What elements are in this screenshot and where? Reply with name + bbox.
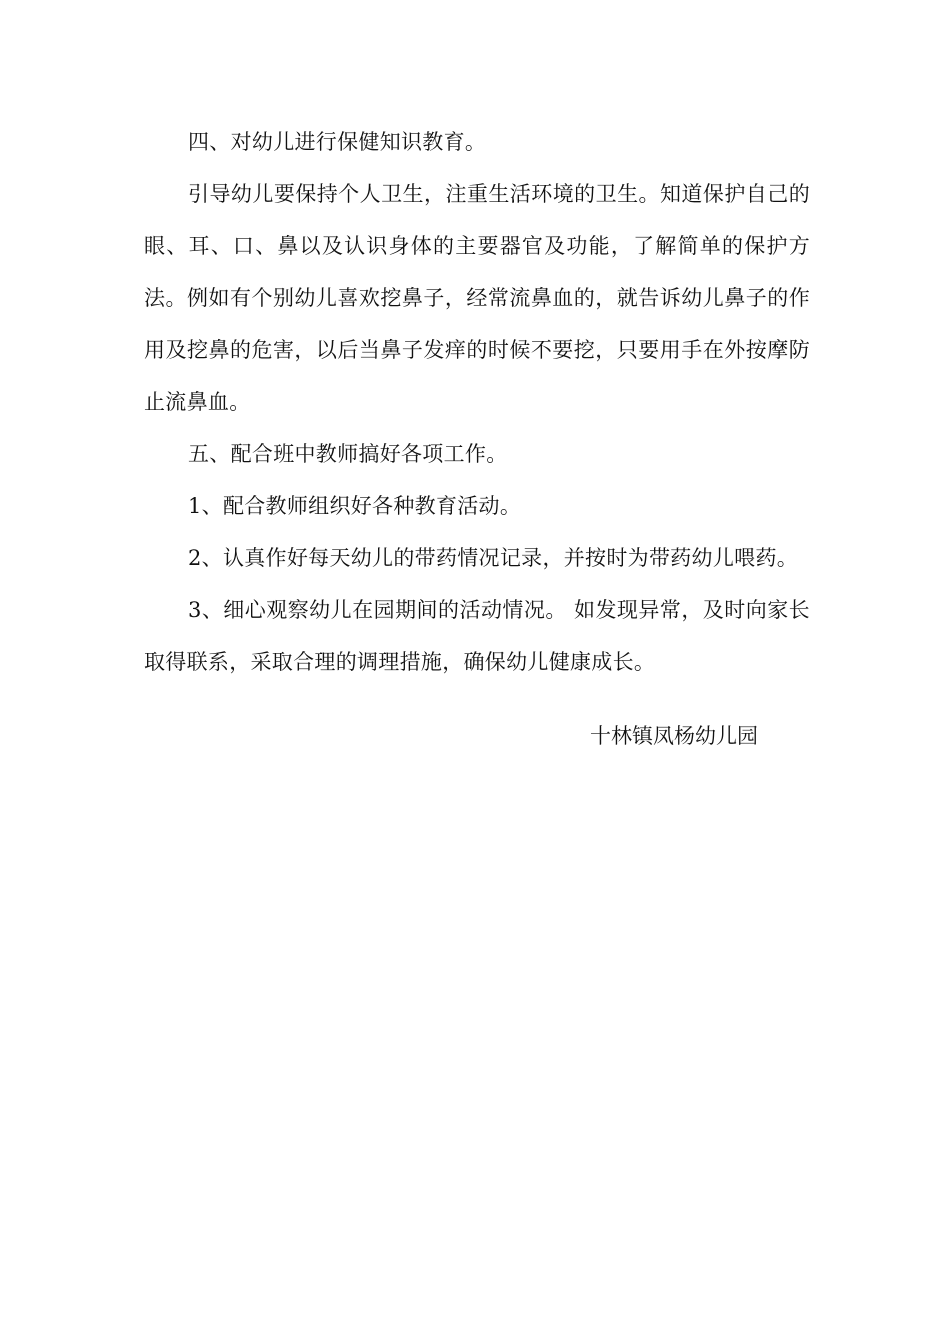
list-item-1: 1、配合教师组织好各种教育活动。 (188, 494, 522, 518)
list-item-3: 3、细心观察幼儿在园期间的活动情况。 如发现异常，及时向家长取得联系，采取合理的调理措施，确保幼儿健康成长。 (144, 598, 810, 674)
signature-kindergarten-name: 十林镇凤杨幼儿园 (590, 724, 758, 748)
section-heading-five: 五、配合班中教师搞好各项工作。 (188, 442, 508, 466)
document-body (144, 116, 810, 688)
health-education-paragraph: 引导幼儿要保持个人卫生，注重生活环境的卫生。知道保护自己的眼、耳、口、鼻以及认识身体的主要器官及功能，了解简单的保护方法。例如有个别幼儿喜欢挖鼻子，经常流鼻血的，就告诉幼儿鼻子的作用及挖鼻的危害，以后当鼻子发痒的时候不要挖，只要用手在外按摩防止流鼻血。 (144, 182, 810, 414)
list-item-2: 2、认真作好每天幼儿的带药情况记录，并按时为带药幼儿喂药。 (188, 546, 799, 570)
section-heading-four: 四、对幼儿进行保健知识教育。 (188, 130, 487, 154)
